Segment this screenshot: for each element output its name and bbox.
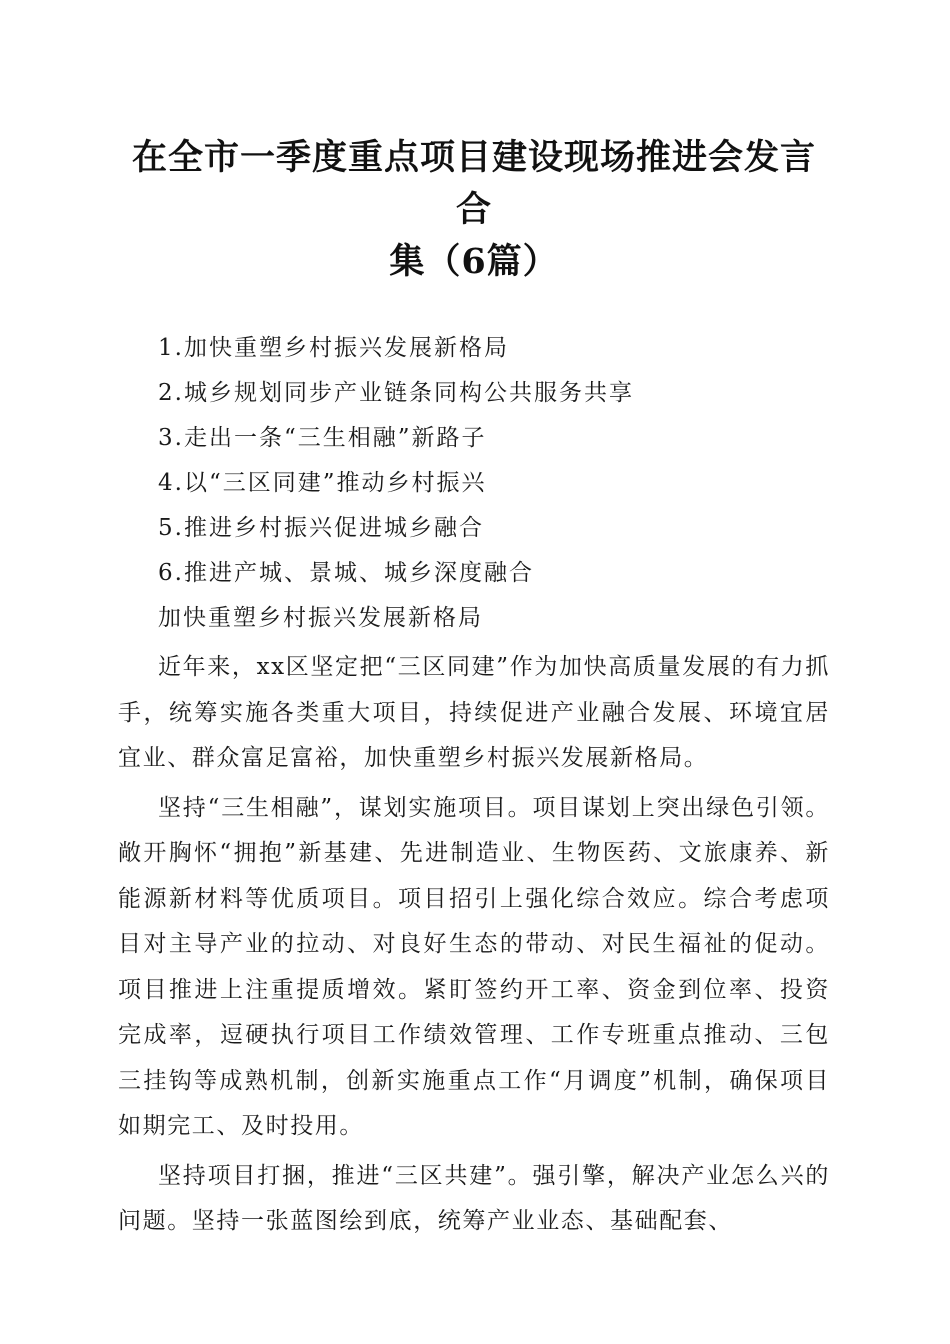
toc-item: 4.以“三区同建”推动乡村振兴 [158, 470, 487, 496]
toc-item: 6.推进产城、景城、城乡深度融合 [158, 560, 534, 586]
section-heading: 加快重塑乡村振兴发展新格局 [158, 605, 483, 631]
toc-item: 2.城乡规划同步产业链条同构公共服务共享 [158, 380, 634, 406]
document-page [118, 132, 830, 1245]
body-paragraph: 近年来，xx区坚定把“三区同建”作为加快高质量发展的有力抓手，统筹实施各类重大项目，持续促进产业融合发展、环境宜居宜业、群众富足富裕，加快重塑乡村振兴发展新格局。 [118, 654, 830, 771]
table-of-contents [118, 326, 830, 596]
toc-item: 3.走出一条“三生相融”新路子 [158, 425, 487, 451]
toc-item: 1.加快重塑乡村振兴发展新格局 [158, 335, 509, 361]
title-line-1: 在全市一季度重点项目建设现场推进会发言合 [131, 137, 816, 230]
title-line-2: 集（6篇） [389, 241, 559, 282]
body-paragraph: 坚持项目打捆，推进“三区共建”。强引擎，解决产业怎么兴的问题。坚持一张蓝图绘到底，统筹产业业态、基础配套、 [118, 1162, 830, 1234]
document-title [118, 132, 830, 288]
toc-item: 5.推进乡村振兴促进城乡融合 [158, 515, 484, 541]
body-paragraph: 坚持“三生相融”，谋划实施项目。项目谋划上突出绿色引领。敞开胸怀“拥抱”新基建、先进制造业、生物医药、文旅康养、新能源新材料等优质项目。项目招引上强化综合效应。综合考虑项目对主导产业的拉动、对良好生态的带动、对民生福祉的促动。项目推进上注重提质增效。紧盯签约开工率、资金到位率、投资完成率，逗硬执行项目工作绩效管理、工作专班重点推动、三包三挂钩等成熟机制，创新实施重点工作“月调度”机制，确保项目如期完工、及时投用。 [118, 794, 830, 1139]
